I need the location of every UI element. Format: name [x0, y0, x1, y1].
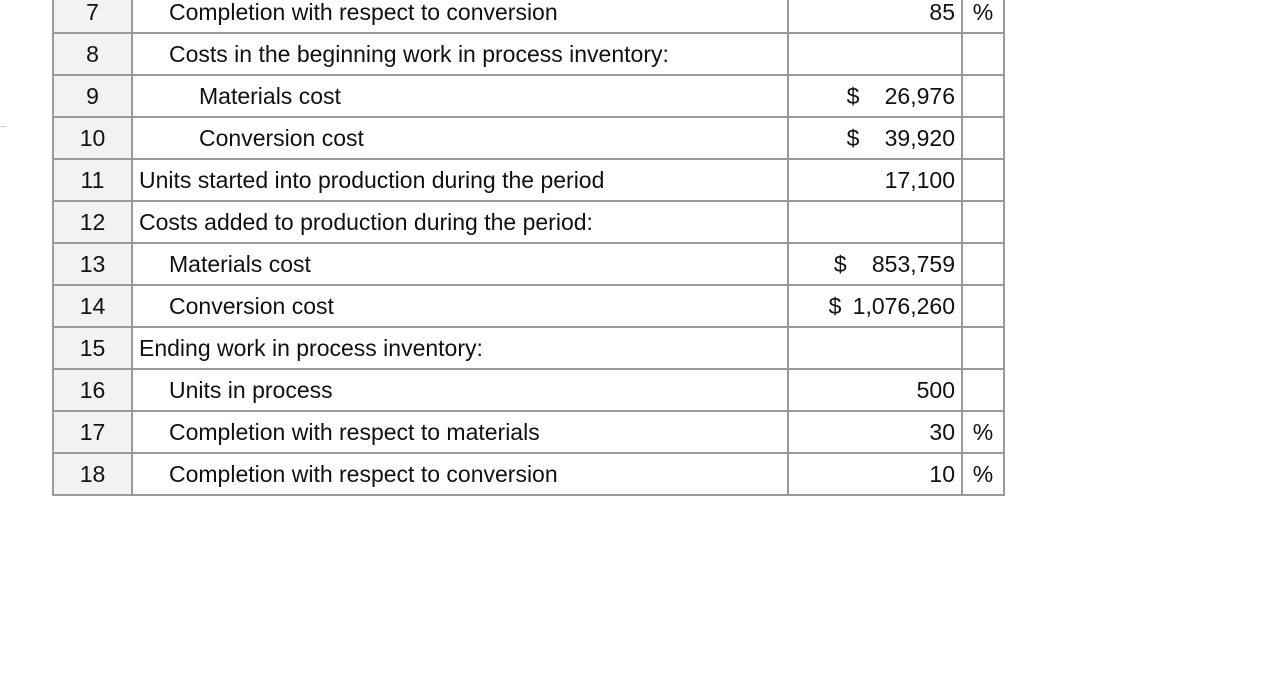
value-cell[interactable]: [788, 75, 962, 117]
unit-cell: [962, 285, 1004, 327]
value-cell[interactable]: [788, 201, 962, 243]
value-cell[interactable]: [788, 285, 962, 327]
spreadsheet: [52, 0, 1005, 496]
table-row: [53, 453, 1004, 495]
currency-symbol: $: [846, 124, 860, 151]
row-label: Conversion cost: [132, 117, 788, 159]
unit-cell: [962, 159, 1004, 201]
value-cell[interactable]: [788, 411, 962, 453]
unit-cell: [962, 327, 1004, 369]
currency-symbol: $: [828, 292, 842, 319]
value-number: 1,076,260: [852, 292, 955, 319]
row-label: Costs in the beginning work in process inventory:: [132, 33, 788, 75]
value-cell[interactable]: [788, 327, 962, 369]
edge-mark: [0, 126, 6, 127]
row-number: 9: [53, 75, 132, 117]
value-cell[interactable]: [788, 0, 962, 33]
table-row: [53, 327, 1004, 369]
table-row: [53, 75, 1004, 117]
unit-cell: [962, 75, 1004, 117]
row-number: 17: [53, 411, 132, 453]
unit-cell: [962, 117, 1004, 159]
value-number: 39,920: [884, 124, 955, 151]
value-cell[interactable]: [788, 369, 962, 411]
value-cell[interactable]: [788, 243, 962, 285]
row-label: Costs added to production during the period:: [132, 201, 788, 243]
unit-cell: %: [962, 0, 1004, 33]
value-number: 853,759: [871, 250, 955, 277]
data-table: [52, 0, 1005, 496]
value-cell[interactable]: [788, 453, 962, 495]
unit-cell: [962, 33, 1004, 75]
table-row: [53, 243, 1004, 285]
row-label: Completion with respect to conversion: [132, 0, 788, 33]
row-label: Units started into production during the period: [132, 159, 788, 201]
row-label: Completion with respect to conversion: [132, 453, 788, 495]
row-label: Units in process: [132, 369, 788, 411]
unit-cell: [962, 243, 1004, 285]
table-row: [53, 369, 1004, 411]
value-number: 30: [929, 418, 955, 445]
row-number: 11: [53, 159, 132, 201]
table-body: [53, 0, 1004, 495]
row-number: 16: [53, 369, 132, 411]
unit-cell: [962, 201, 1004, 243]
unit-cell: [962, 369, 1004, 411]
currency-symbol: $: [846, 82, 860, 109]
unit-cell: %: [962, 453, 1004, 495]
table-row: [53, 0, 1004, 33]
value-number: 17,100: [884, 166, 955, 193]
row-number: 8: [53, 33, 132, 75]
value-cell[interactable]: [788, 33, 962, 75]
table-row: [53, 159, 1004, 201]
value-number: 10: [929, 460, 955, 487]
table-row: [53, 411, 1004, 453]
value-number: 26,976: [884, 82, 955, 109]
table-row: [53, 117, 1004, 159]
row-number: 10: [53, 117, 132, 159]
row-number: 15: [53, 327, 132, 369]
table-row: [53, 285, 1004, 327]
table-row: [53, 201, 1004, 243]
row-number: 14: [53, 285, 132, 327]
row-label: Ending work in process inventory:: [132, 327, 788, 369]
row-label: Materials cost: [132, 75, 788, 117]
value-cell[interactable]: [788, 117, 962, 159]
table-row: [53, 33, 1004, 75]
value-number: 85: [929, 0, 955, 25]
row-number: 13: [53, 243, 132, 285]
value-number: 500: [916, 376, 955, 403]
row-label: Completion with respect to materials: [132, 411, 788, 453]
row-label: Materials cost: [132, 243, 788, 285]
row-number: 12: [53, 201, 132, 243]
row-number: 7: [53, 0, 132, 33]
value-cell[interactable]: [788, 159, 962, 201]
row-number: 18: [53, 453, 132, 495]
currency-symbol: $: [833, 250, 847, 277]
row-label: Conversion cost: [132, 285, 788, 327]
unit-cell: %: [962, 411, 1004, 453]
